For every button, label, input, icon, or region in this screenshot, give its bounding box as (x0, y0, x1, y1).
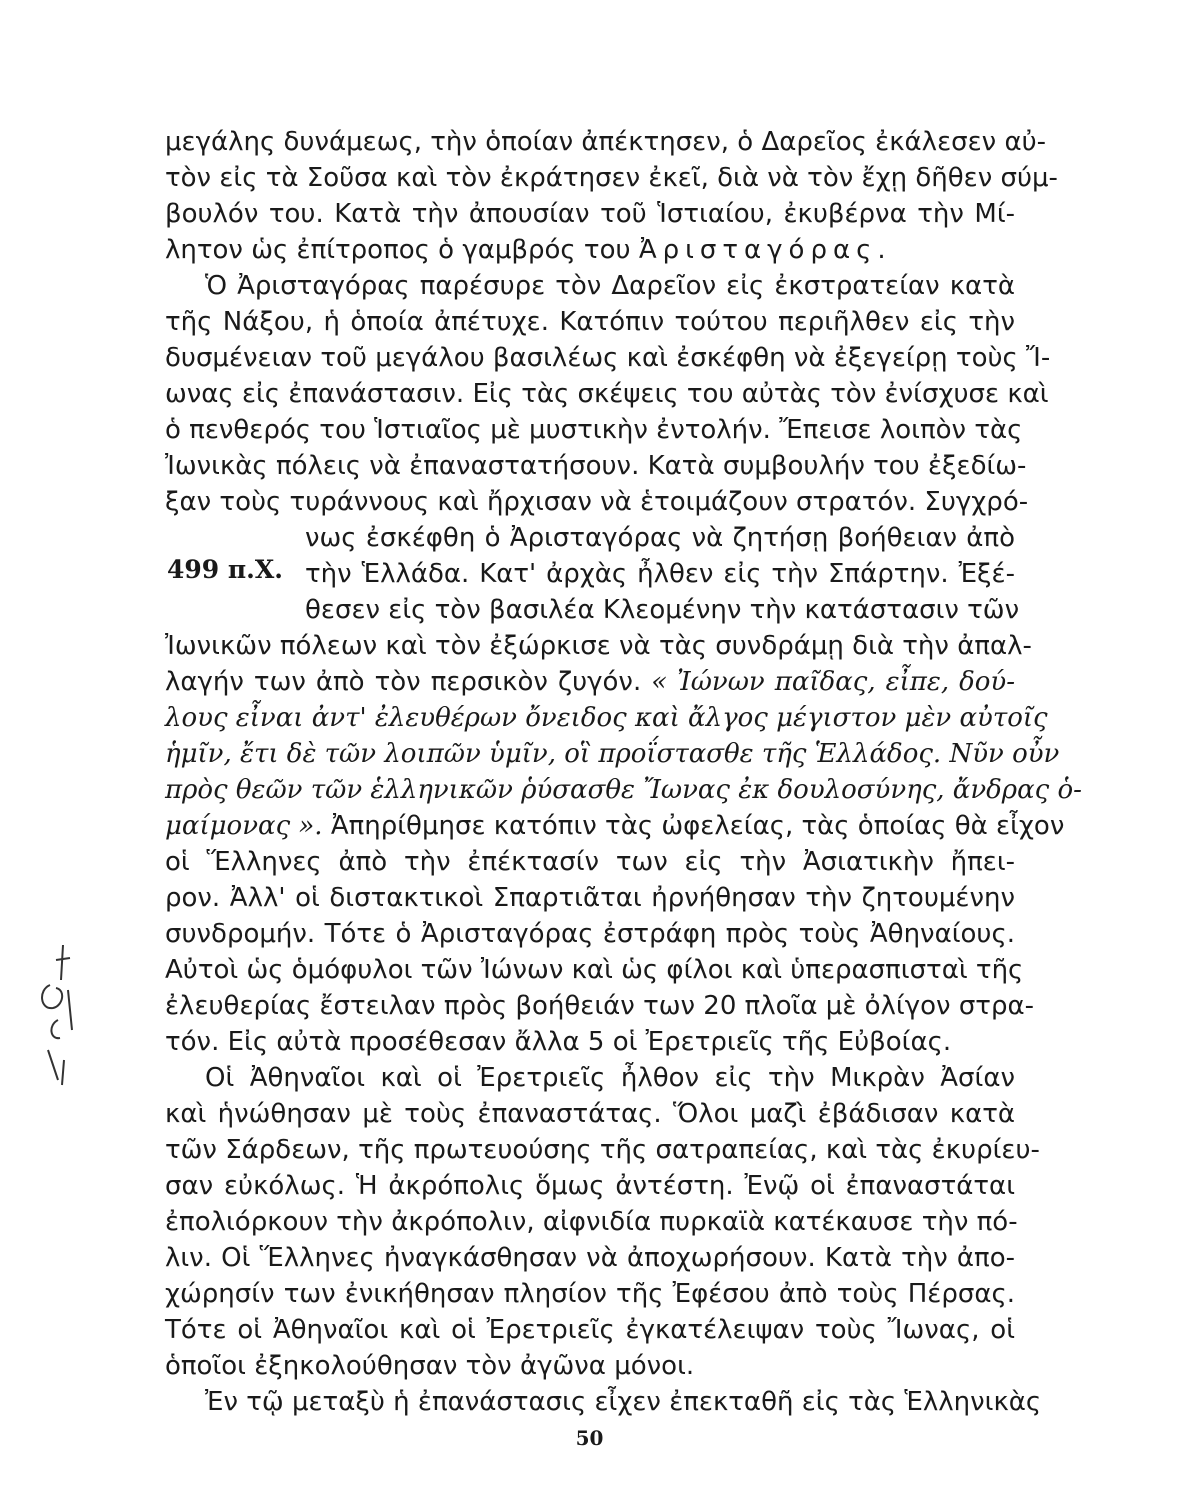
quote-span: « Ἰώνων παῖδας, εἶπε, δού- (651, 667, 1015, 697)
quote-line: ἡμῖν, ἔτι δὲ τῶν λοιπῶν ὑμῖν, οἳ προΐστασθε τῆς Ἑλλάδος. Νῦν οὖν (165, 739, 1060, 769)
text-line: ἐπολιόρκουν τὴν ἀκρόπολιν, αἰφνιδία πυρκαϊὰ κατέκαυσε τὴν πό- (165, 1207, 1018, 1237)
text-line: τὸν εἰς τὰ Σοῦσα καὶ τὸν ἐκράτησεν ἐκεῖ, διὰ νὰ τὸν ἔχῃ δῆθεν σύμ- (165, 163, 1058, 193)
text-line (165, 235, 1015, 265)
text-line: τῆς Νάξου, ἡ ὁποία ἀπέτυχε. Κατόπιν τούτου περιῆλθεν εἰς τὴν (165, 307, 1015, 337)
text-line: ρον. Ἀλλ' οἱ διστακτικοὶ Σπαρτιᾶται ἠρνήθησαν τὴν ζητουμένην (165, 883, 1015, 913)
text-span: λητον ὡς ἐπίτροπος ὁ γαμβρός του (165, 235, 631, 265)
text-line: μεγάλης δυνάμεως, τὴν ὁποίαν ἀπέκτησεν, ὁ Δαρεῖος ἐκάλεσεν αὐ- (165, 127, 1047, 157)
text-line (165, 811, 1065, 841)
text-line: Ἰωνικῶν πόλεων καὶ τὸν ἐξώρκισε νὰ τὰς συνδράμῃ διὰ τὴν ἀπαλ- (165, 631, 1032, 661)
text-line: τὴν Ἑλλάδα. Κατ' ἀρχὰς ἦλθεν εἰς τὴν Σπάρτην. Ἐξέ- (305, 559, 1015, 589)
text-line: τόν. Εἰς αὐτὰ προσέθεσαν ἄλλα 5 οἱ Ἐρετριεῖς τῆς Εὐβοίας. (165, 1027, 952, 1057)
text-line: ὁ πενθερός του Ἱστιαῖος μὲ μυστικὴν ἐντολήν. Ἔπεισε λοιπὸν τὰς (165, 415, 1023, 445)
text-line: Ἰωνικὰς πόλεις νὰ ἐπαναστατήσουν. Κατὰ συμβουλήν του ἐξεδίω- (165, 451, 1027, 481)
text-line: συνδρομήν. Τότε ὁ Ἀρισταγόρας ἐστράφη πρὸς τοὺς Ἀθηναίους. (165, 919, 1015, 949)
text-span: Ἀπηρίθμησε κατόπιν τὰς ὠφελείας, τὰς ὁποίας θὰ εἶχον (330, 811, 1065, 841)
text-line: ὁποῖοι ἐξηκολούθησαν τὸν ἀγῶνα μόνοι. (165, 1351, 695, 1381)
text-line: νως ἐσκέφθη ὁ Ἀρισταγόρας νὰ ζητήσῃ βοήθειαν ἀπὸ (305, 523, 1015, 553)
text-span: λαγήν των ἀπὸ τὸν περσικὸν ζυγόν. (165, 667, 642, 697)
text-line: τῶν Σάρδεων, τῆς πρωτευούσης τῆς σατραπείας, καὶ τὰς ἐκυρίευ- (165, 1135, 1040, 1165)
text-line: Ἐν τῷ μεταξὺ ἡ ἐπανάστασις εἶχεν ἐπεκταθῆ εἰς τὰς Ἑλληνικὰς (205, 1387, 1042, 1417)
handwritten-mark-icon (28, 940, 88, 1090)
text-line: δυσμένειαν τοῦ μεγάλου βασιλέως καὶ ἐσκέφθη νὰ ἐξεγείρῃ τοὺς Ἴ- (165, 343, 1051, 373)
text-line: λιν. Οἱ Ἕλληνες ἠναγκάσθησαν νὰ ἀποχωρήσουν. Κατὰ τὴν ἀπο- (165, 1243, 1015, 1273)
text-line: καὶ ἡνώθησαν μὲ τοὺς ἐπαναστάτας. Ὅλοι μαζὶ ἐβάδισαν κατὰ (165, 1099, 1015, 1129)
quote-line: πρὸς θεῶν τῶν ἑλληνικῶν ῥύσασθε Ἴωνας ἐκ δουλοσύνης, ἄνδρας ὁ- (165, 775, 1082, 805)
text-line: Τότε οἱ Ἀθηναῖοι καὶ οἱ Ἐρετριεῖς ἐγκατέλειψαν τοὺς Ἴωνας, οἱ (165, 1315, 1015, 1345)
text-line: Αὐτοὶ ὡς ὁμόφυλοι τῶν Ἰώνων καὶ ὡς φίλοι καὶ ὑπερασπισταὶ τῆς (165, 955, 1024, 985)
quote-span: μαίμονας ». (165, 811, 323, 841)
text-line: ξαν τοὺς τυράννους καὶ ἤρχισαν νὰ ἑτοιμάζουν στρατόν. Συγχρό- (165, 487, 1029, 517)
spaced-name: Ἀρισταγόρας. (638, 235, 892, 265)
margin-date: 499 π.Χ. (167, 555, 283, 584)
text-line (165, 667, 1015, 697)
text-line: ωνας εἰς ἐπανάστασιν. Εἰς τὰς σκέψεις του αὐτὰς τὸν ἐνίσχυσε καὶ (165, 379, 1049, 409)
text-line: θεσεν εἰς τὸν βασιλέα Κλεομένην τὴν κατάστασιν τῶν (305, 595, 1020, 625)
text-line: βουλόν του. Κατὰ τὴν ἀπουσίαν τοῦ Ἱστιαίου, ἐκυβέρνα τὴν Μί- (165, 199, 1015, 229)
text-line: οἱ Ἕλληνες ἀπὸ τὴν ἐπέκτασίν των εἰς τὴν Ἀσιατικὴν ἤπει- (165, 847, 1015, 877)
page-number: 50 (575, 1426, 604, 1450)
text-line: χώρησίν των ἐνικήθησαν πλησίον τῆς Ἐφέσου ἀπὸ τοὺς Πέρσας. (165, 1279, 1015, 1309)
quote-line: λους εἶναι ἀντ' ἐλευθέρων ὄνειδος καὶ ἄλγος μέγιστον μὲν αὐτοῖς (165, 703, 1048, 733)
text-line: σαν εὐκόλως. Ἡ ἀκρόπολις ὅμως ἀντέστη. Ἐνῷ οἱ ἐπαναστάται (165, 1171, 1015, 1201)
text-line: Ὁ Ἀρισταγόρας παρέσυρε τὸν Δαρεῖον εἰς ἐκστρατείαν κατὰ (205, 271, 1015, 301)
text-line: ἐλευθερίας ἔστειλαν πρὸς βοήθειάν των 20 πλοῖα μὲ ὀλίγον στρα- (165, 991, 1034, 1021)
text-line: Οἱ Ἀθηναῖοι καὶ οἱ Ἐρετριεῖς ἦλθον εἰς τὴν Μικρὰν Ἀσίαν (205, 1063, 1015, 1093)
